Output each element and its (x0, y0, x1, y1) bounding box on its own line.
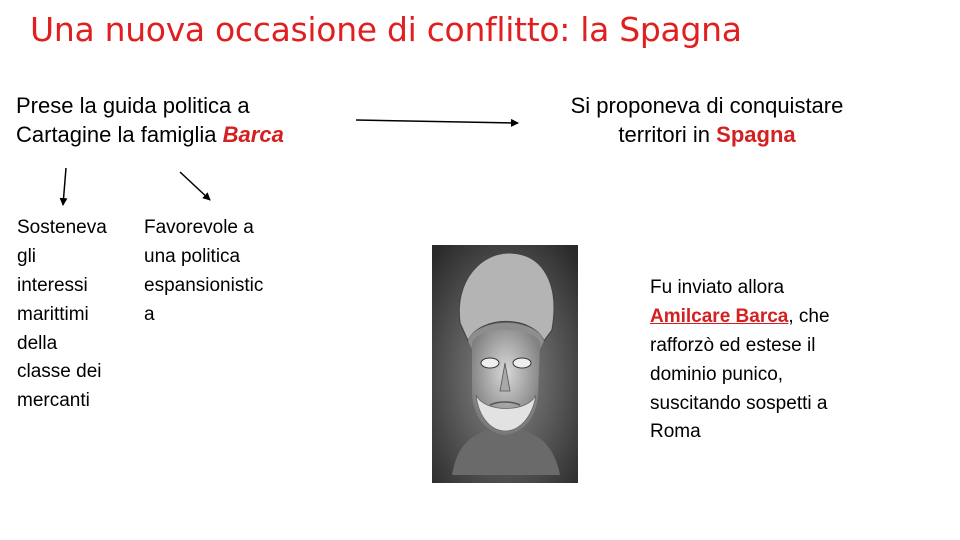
right-body-text (650, 274, 920, 447)
right-body-line2 (650, 303, 920, 332)
arrow-down-right (180, 172, 210, 200)
left-top-line2-prefix: Cartagine la famiglia (16, 121, 223, 147)
col1-line: gli (17, 245, 37, 267)
col1-line: marittimi (17, 303, 89, 325)
bust-illustration (432, 245, 578, 483)
col1-text (17, 214, 107, 416)
spagna-highlight: Spagna (716, 121, 796, 147)
col2-line: una politica (144, 245, 241, 267)
bust-image (432, 245, 578, 483)
col1-line: classe dei (17, 361, 102, 383)
col1-line: mercanti (17, 390, 90, 412)
right-body-line5: suscitando sospetti a (650, 392, 828, 414)
col1-line: della (17, 332, 58, 354)
right-top-line1: Si proponeva di conquistare (570, 93, 844, 118)
arrow-horizontal (356, 120, 518, 123)
col1-line: interessi (17, 274, 88, 296)
right-body-after-highlight: , che (788, 305, 830, 327)
right-body-line3: rafforzò ed estese il (650, 334, 816, 356)
col2-line: espansionistic (144, 274, 264, 296)
col2-line: a (144, 303, 155, 325)
col1-line: Sosteneva (17, 217, 107, 238)
right-top-line2-prefix: territori in (618, 121, 717, 147)
right-body-line1: Fu inviato allora (650, 277, 785, 298)
left-top-line1: Prese la guida politica a (16, 93, 250, 118)
arrow-down-left (63, 168, 66, 205)
barca-highlight: Barca (222, 121, 284, 147)
slide-title: Una nuova occasione di conflitto: la Spagna (30, 10, 742, 49)
col2-text (144, 214, 263, 330)
right-body-line4: dominio punico, (650, 363, 784, 385)
col2-line: Favorevole a (144, 217, 254, 238)
right-body-line6: Roma (650, 421, 701, 443)
amilcare-barca-highlight: Amilcare Barca (650, 305, 789, 327)
